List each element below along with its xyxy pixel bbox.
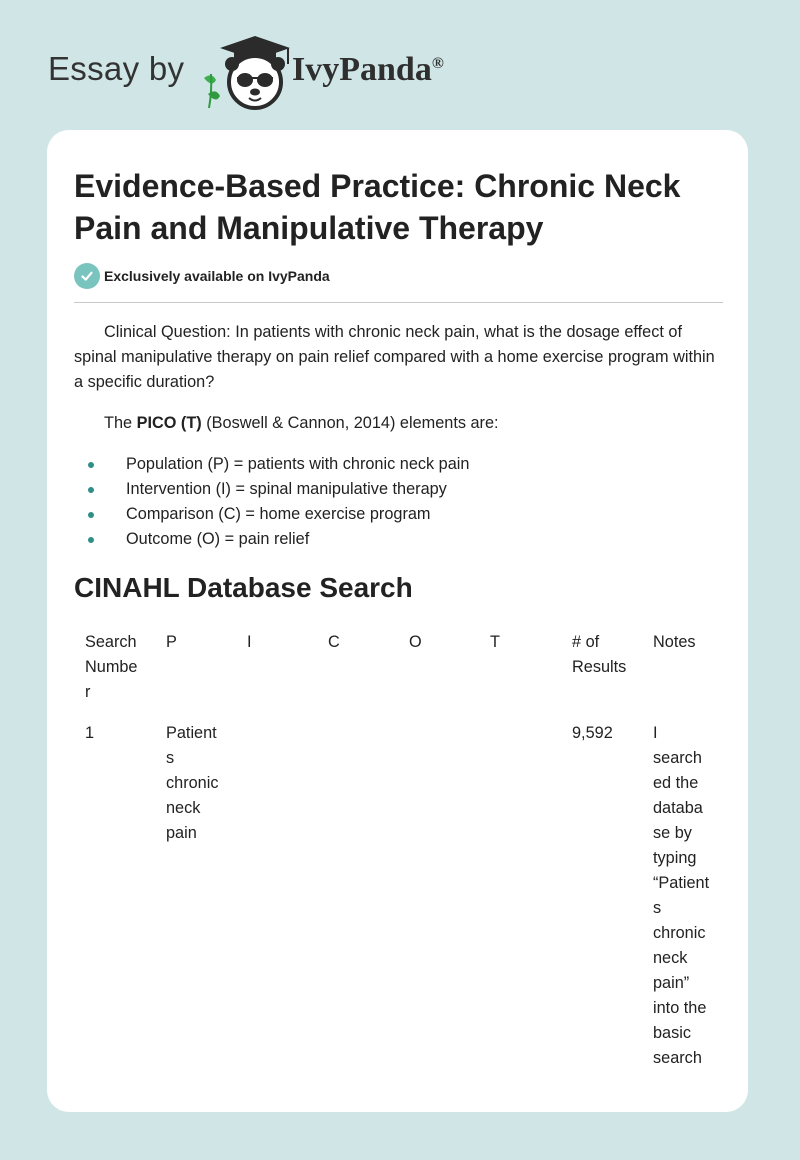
table-cell-results: 9,592	[572, 724, 613, 742]
bullet-icon	[88, 462, 94, 468]
section-heading: CINAHL Database Search	[74, 572, 413, 603]
table-header-p: P	[166, 633, 177, 651]
checkmark-icon	[74, 263, 100, 289]
pico-intro-paragraph: The PICO (T) (Boswell & Cannon, 2014) elements are:	[104, 414, 499, 432]
exclusive-badge	[74, 263, 330, 289]
registered-mark: ®	[431, 55, 444, 72]
panda-logo-icon[interactable]	[200, 34, 295, 112]
table-header-t: T	[490, 633, 500, 651]
divider	[74, 302, 723, 303]
pico-list	[74, 452, 723, 552]
list-item: Comparison (C) = home exercise program	[74, 502, 723, 527]
article-card	[47, 130, 748, 1112]
site-header	[0, 0, 800, 130]
bullet-icon	[88, 512, 94, 518]
brand-prefix: Essay by	[48, 50, 185, 87]
table-cell-p: Patient s chronic neck pain	[166, 724, 219, 842]
pico-bold-term: PICO (T)	[136, 414, 202, 432]
list-item: Population (P) = patients with chronic neck pain	[74, 452, 723, 477]
table-header-c: C	[328, 633, 340, 651]
article-title: Evidence-Based Practice: Chronic Neck Pain and Manipulative Therapy	[74, 168, 681, 246]
table-header-i: I	[247, 633, 252, 651]
table-header-o: O	[409, 633, 422, 651]
list-item: Outcome (O) = pain relief	[74, 527, 723, 552]
bullet-icon	[88, 487, 94, 493]
exclusive-label: Exclusively available on IvyPanda	[104, 268, 330, 284]
table-header-results: # of Results	[572, 633, 627, 676]
table-header-search-number: Search Numbe r	[85, 633, 138, 701]
table-cell-notes: I search ed the databa se by typing “Patient s chronic neck pain” into the basic search	[653, 724, 710, 1067]
list-item: Intervention (I) = spinal manipulative therapy	[74, 477, 723, 502]
clinical-question-paragraph: Clinical Question: In patients with chronic neck pain, what is the dosage effect of spinal manipulative therapy on pain relief compared with a home exercise program within a specific duration?	[74, 323, 715, 391]
brand-name[interactable]: IvyPanda®	[292, 51, 444, 88]
table-cell-number: 1	[85, 724, 95, 742]
bullet-icon	[88, 537, 94, 543]
table-header-notes: Notes	[653, 633, 696, 651]
